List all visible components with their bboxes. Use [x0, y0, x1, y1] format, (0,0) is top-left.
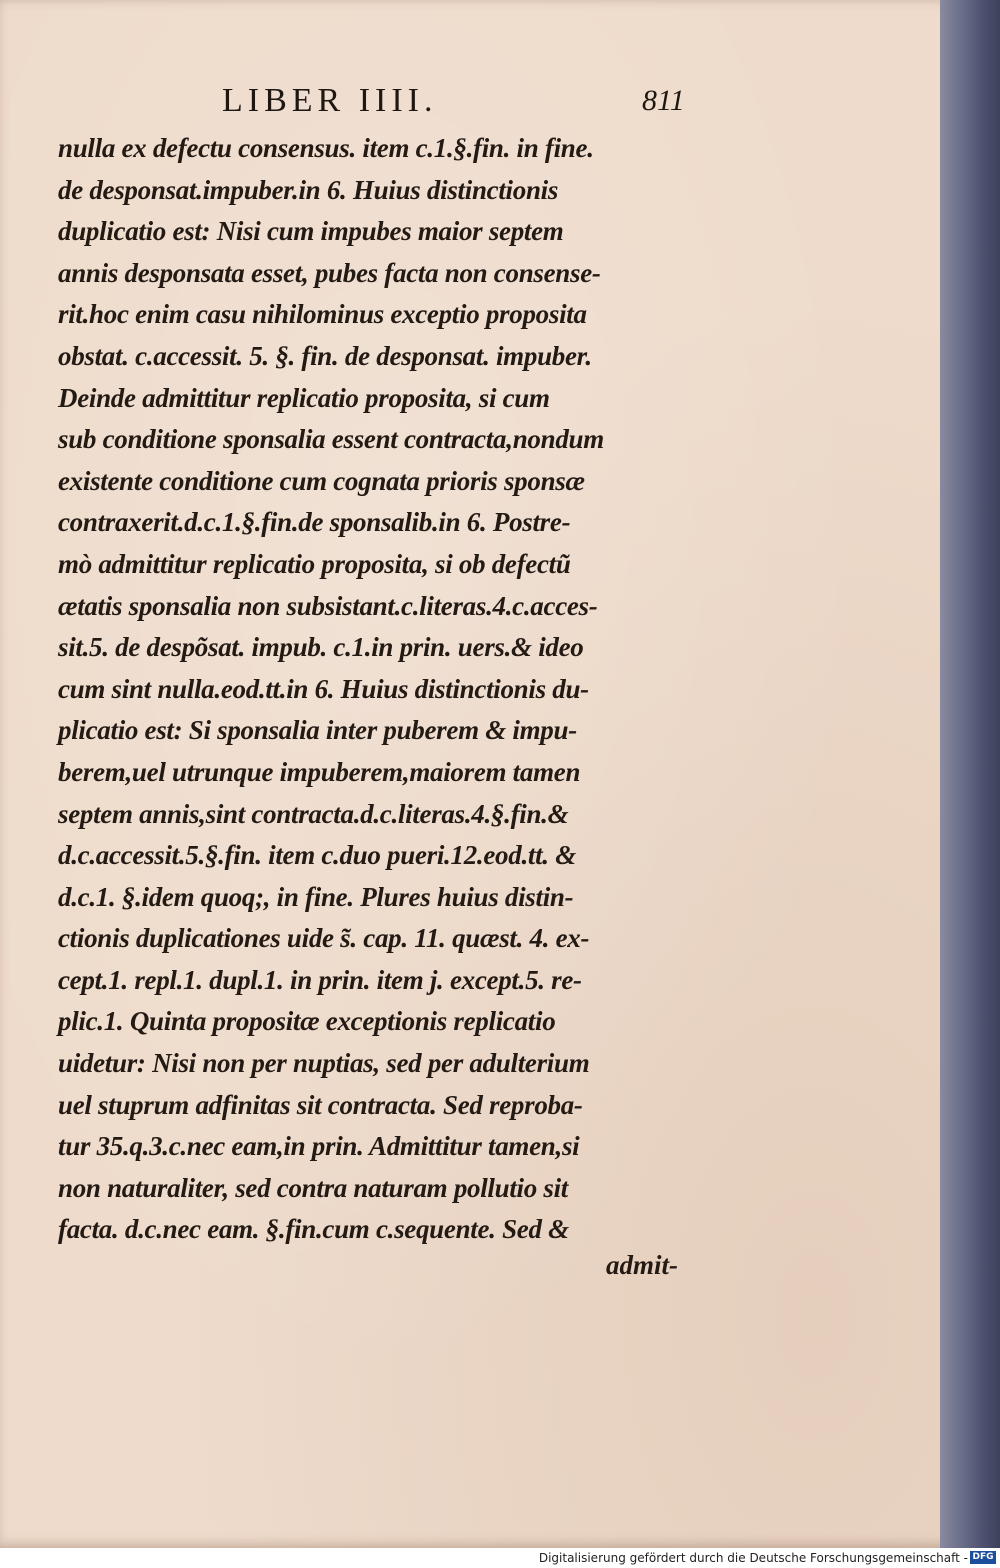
text-line: sit.5. de despõsat. impub. c.1.in prin. uers.& ideo [58, 632, 584, 663]
digitization-credit: Digitalisierung gefördert durch die Deutsche Forschungsgemeinschaft - [538, 1551, 968, 1565]
text-line: duplicatio est: Nisi cum impubes maior septem [58, 216, 564, 247]
text-line: septem annis,sint contracta.d.c.literas.4.§.fin.& [58, 798, 569, 829]
text-line: plicatio est: Si sponsalia inter puberem & impu- [58, 715, 577, 746]
text-line: ctionis duplicationes uide s̃. cap. 11. quæst. 4. ex- [58, 923, 590, 954]
text-line: annis desponsata esset, pubes facta non consense- [58, 257, 601, 288]
page-header [0, 82, 958, 122]
dfg-logo-icon: DFG [970, 1551, 996, 1564]
text-line: ætatis sponsalia non subsistant.c.literas.4.c.acces- [58, 590, 598, 621]
folio-number: 811 [642, 84, 685, 117]
text-line: berem,uel utrunque impuberem,maiorem tamen [58, 756, 581, 787]
text-line: mò admittitur replicatio proposita, si ob defectũ [58, 548, 571, 579]
footer-bar [0, 1548, 1000, 1568]
text-line: rit.hoc enim casu nihilominus exceptio proposita [58, 299, 587, 330]
text-block [58, 128, 708, 1251]
catchword: admit- [606, 1250, 678, 1280]
text-line: facta. d.c.nec eam. §.fin.cum c.sequente. Sed & [58, 1214, 569, 1245]
running-head: LIBER IIII. [222, 82, 438, 119]
text-line: uidetur: Nisi non per nuptias, sed per adulterium [58, 1048, 590, 1079]
text-line: d.c.accessit.5.§.fin. item c.duo pueri.12.eod.tt. & [58, 840, 576, 871]
text-line: uel stuprum adfinitas sit contracta. Sed reproba- [58, 1089, 583, 1120]
text-line: existente conditione cum cognata prioris sponsæ [58, 465, 585, 496]
text-line: obstat. c.accessit. 5. §. fin. de desponsat. impuber. [58, 340, 592, 371]
text-line: nulla ex defectu consensus. item c.1.§.fin. in fine. [58, 133, 594, 163]
book-board [940, 0, 1000, 1548]
text-line: cept.1. repl.1. dupl.1. in prin. item j. except.5. re- [58, 964, 582, 995]
text-line: de desponsat.impuber.in 6. Huius distinctionis [58, 174, 559, 205]
text-line: tur 35.q.3.c.nec eam,in prin. Admittitur tamen,si [58, 1131, 580, 1162]
text-line: non naturaliter, sed contra naturam pollutio sit [58, 1172, 569, 1203]
text-line: plic.1. Quinta propositæ exceptionis replicatio [58, 1006, 556, 1037]
text-line: cum sint nulla.eod.tt.in 6. Huius distinctionis du- [58, 673, 589, 704]
text-line: Deinde admittitur replicatio proposita, si cum [58, 382, 550, 413]
text-line: contraxerit.d.c.1.§.fin.de sponsalib.in 6. Postre- [58, 507, 571, 538]
text-line: d.c.1. §.idem quoq;, in fine. Plures huius distin- [58, 881, 574, 912]
text-line: sub conditione sponsalia essent contracta,nondum [58, 424, 604, 455]
